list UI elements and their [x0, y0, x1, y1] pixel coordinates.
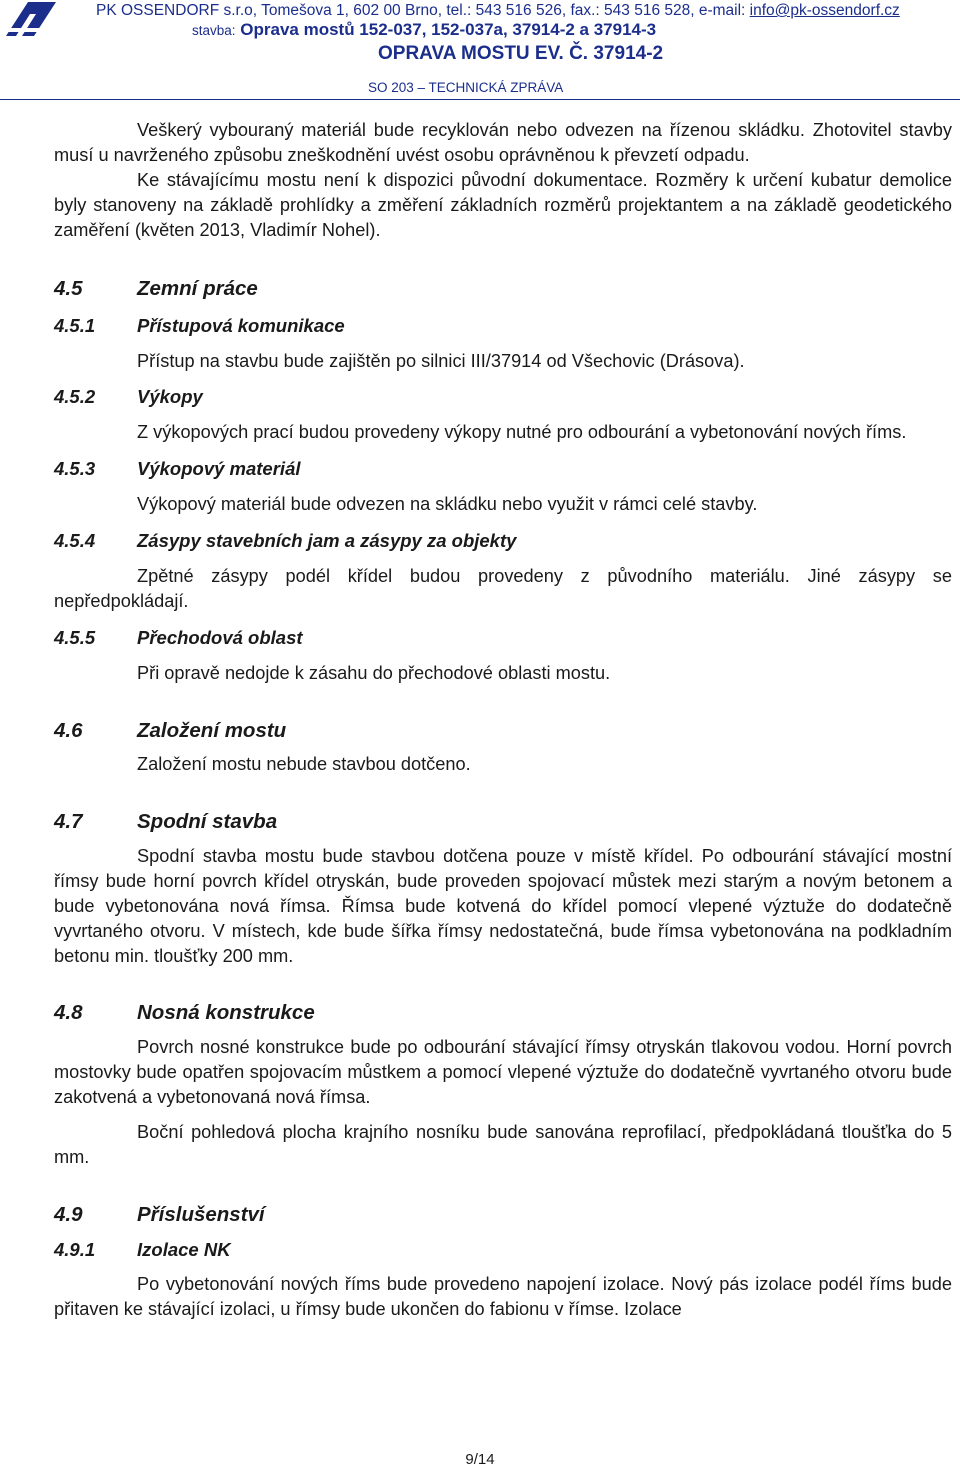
heading-4-5-3: 4.5.3 Výkopový materiál — [54, 458, 301, 479]
stavba-label: stavba: — [192, 23, 236, 38]
stavba-line — [192, 20, 656, 40]
heading-4-8: 4.8 Nosná konstrukce — [54, 1001, 315, 1024]
heading-4-9: 4.9 Příslušenství — [54, 1203, 265, 1226]
heading-4-6: 4.6 Založení mostu — [54, 719, 287, 742]
paragraph-documentation: Ke stávajícímu mostu není k dispozici původní dokumentace. Rozměry k určení kubatur demolice byly stanoveny na základě prohlídky a změření základních rozměrů projektantem a na základě geodetického zaměření (květen 2013, Vladimír Nohel). — [54, 170, 952, 240]
paragraph-4-8-a: Povrch nosné konstrukce bude po odbourání stávající římsy otryskán tlakovou vodou. Horní povrch mostovky bude opatřen spojovacím můstkem a pomocí vlepené výztuže do dodatečně vyvrtaného otvoru bude zakotvená a vybetonovaná nová římsa. — [54, 1037, 952, 1107]
paragraph-4-7: Spodní stavba mostu bude stavbou dotčena pouze v místě křídel. Po odbourání stávající mostní římsy bude horní povrch křídel otryskán, bude proveden spojovací můstek mezi starým a novým betonem a bude vybetonována nová římsa. Římsa bude kotvená do křídel pomocí vlepené výztuže do dodatečně vyvrtaného otvoru. V místech, kde bude šířka římsy nedostatečná, bude římsa vybetonována na podkladním betonu min. tloušťky 200 mm. — [54, 846, 952, 966]
company-address: PK OSSENDORF s.r.o, Tomešova 1, 602 00 Brno, tel.: 543 516 526, fax.: 543 516 528, e-mail: info@pk-ossendorf.cz — [96, 2, 900, 19]
paragraph-4-5-3: Výkopový materiál bude odvezen na skládku nebo využit v rámci celé stavby. — [137, 494, 758, 514]
stavba-value: Oprava mostů 152-037, 152-037a, 37914-2 a 37914-3 — [240, 20, 657, 39]
heading-4-5-4: 4.5.4 Zásypy stavebních jam a zásypy za objekty — [54, 530, 517, 551]
document-title: OPRAVA MOSTU EV. Č. 37914-2 — [378, 43, 664, 64]
paragraph-4-5-4: Zpětné zásypy podél křídel budou provedeny z původního materiálu. Jiné zásypy se nepředpokládají. — [54, 566, 952, 611]
paragraph-4-6: Založení mostu nebude stavbou dotčeno. — [137, 754, 471, 774]
paragraph-4-9-1: Po vybetonování nových říms bude provedeno napojení izolace. Nový pás izolace podél říms bude přitaven ke stávající izolaci, u římsy bude ukončen do fabionu v římse. Izolace — [54, 1274, 952, 1319]
header-rule — [0, 99, 960, 100]
paragraph-4-5-1: Přístup na stavbu bude zajištěn po silnici III/37914 od Všechovic (Drásova). — [137, 351, 745, 371]
paragraph-recycling: Veškerý vybouraný materiál bude recyklován nebo odvezen na řízenou skládku. Zhotovitel stavby musí u navrženého způsobu zneškodnění uvést osobu oprávněnou k převzetí odpadu. — [54, 120, 952, 165]
paragraph-4-5-5: Při opravě nedojde k zásahu do přechodové oblasti mostu. — [137, 663, 611, 683]
page-number: 9/14 — [465, 1451, 495, 1468]
paragraph-4-5-2: Z výkopových prací budou provedeny výkopy nutné pro odbourání a vybetonování nových říms. — [137, 422, 907, 442]
heading-4-9-1: 4.9.1 Izolace NK — [54, 1239, 231, 1260]
page-header — [0, 0, 960, 102]
heading-4-5: 4.5 Zemní práce — [54, 277, 258, 300]
heading-4-7: 4.7 Spodní stavba — [54, 810, 278, 833]
company-logo — [6, 2, 56, 36]
document-subtitle: SO 203 – TECHNICKÁ ZPRÁVA — [368, 80, 564, 95]
heading-4-5-2: 4.5.2 Výkopy — [54, 386, 203, 407]
heading-4-5-1: 4.5.1 Přístupová komunikace — [54, 315, 345, 336]
document-body — [54, 118, 952, 1322]
heading-4-5-5: 4.5.5 Přechodová oblast — [54, 627, 303, 648]
email-link[interactable]: info@pk-ossendorf.cz — [749, 2, 900, 19]
paragraph-4-8-b: Boční pohledová plocha krajního nosníku bude sanována reprofilací, předpokládaná tloušťka do 5 mm. — [54, 1122, 952, 1167]
